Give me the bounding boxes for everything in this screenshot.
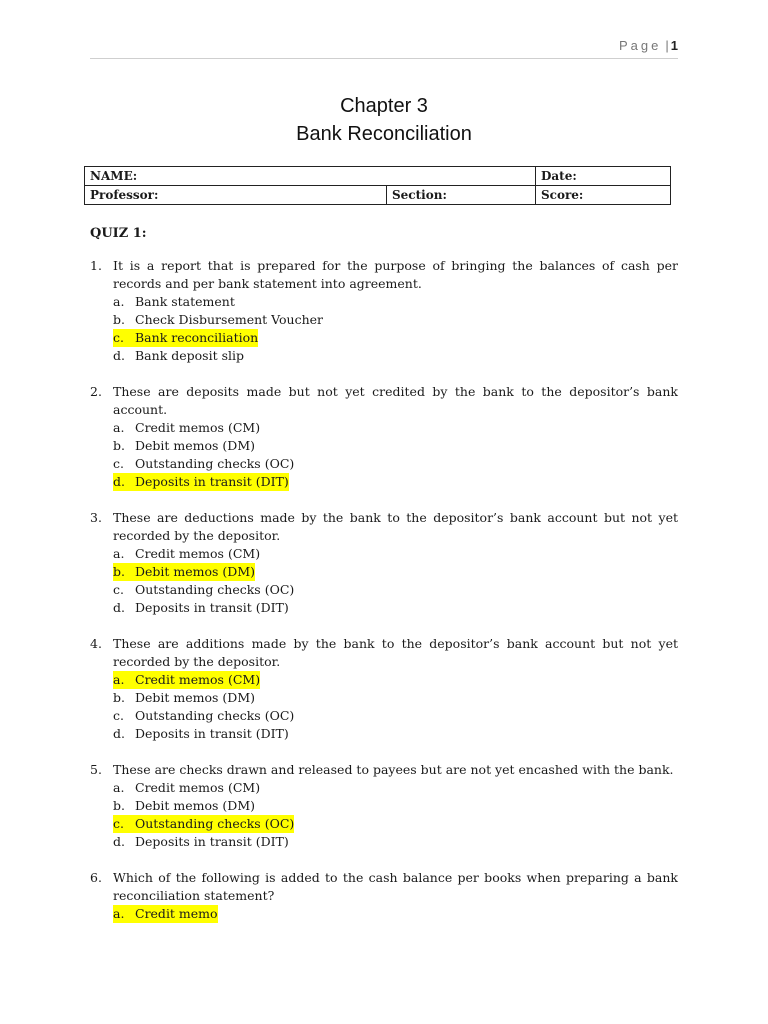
option-content [113, 779, 260, 797]
document-title [0, 92, 768, 148]
option-text: Debit memos (DM) [135, 690, 256, 705]
question-item [90, 257, 678, 365]
question-row [90, 257, 678, 293]
answer-option[interactable] [113, 563, 678, 581]
option-letter: d. [113, 474, 125, 489]
option-text: Deposits in transit (DIT) [135, 726, 289, 741]
date-field[interactable]: Date: [536, 167, 671, 186]
option-list [113, 419, 678, 491]
option-list [113, 905, 678, 923]
page-word: Page [619, 38, 662, 53]
option-text: Outstanding checks (OC) [135, 816, 295, 831]
highlighted-answer [113, 329, 258, 347]
page-number: 1 [670, 38, 678, 53]
question-text: These are checks drawn and released to payees but are not yet encashed with the bank. [113, 762, 674, 777]
question-item [90, 509, 678, 617]
highlighted-answer [113, 905, 218, 923]
option-letter: d. [113, 834, 125, 849]
option-text: Outstanding checks (OC) [135, 582, 295, 597]
option-text: Check Disbursement Voucher [135, 312, 324, 327]
option-content [113, 437, 255, 455]
answer-option[interactable] [113, 707, 678, 725]
option-text: Deposits in transit (DIT) [135, 600, 289, 615]
highlighted-answer [113, 473, 289, 491]
professor-field[interactable]: Professor: [85, 186, 387, 205]
option-letter: c. [113, 582, 124, 597]
score-field[interactable]: Score: [536, 186, 671, 205]
question-number: 2. [90, 384, 102, 399]
option-content [113, 293, 235, 311]
option-letter: b. [113, 312, 125, 327]
answer-option[interactable] [113, 473, 678, 491]
question-number: 5. [90, 762, 102, 777]
answer-option[interactable] [113, 455, 678, 473]
option-letter: a. [113, 294, 125, 309]
answer-option[interactable] [113, 437, 678, 455]
option-text: Outstanding checks (OC) [135, 456, 295, 471]
option-letter: b. [113, 564, 125, 579]
question-number: 3. [90, 510, 102, 525]
option-letter: d. [113, 600, 125, 615]
option-content [113, 689, 255, 707]
answer-option[interactable] [113, 347, 678, 365]
highlighted-answer [113, 671, 260, 689]
option-letter: a. [113, 420, 125, 435]
question-item [90, 635, 678, 743]
option-letter: a. [113, 672, 125, 687]
option-text: Bank deposit slip [135, 348, 244, 363]
answer-option[interactable] [113, 905, 678, 923]
answer-option[interactable] [113, 815, 678, 833]
option-content [113, 707, 294, 725]
answer-option[interactable] [113, 419, 678, 437]
info-row-1 [85, 167, 671, 186]
option-content [113, 725, 289, 743]
section-field[interactable]: Section: [387, 186, 536, 205]
option-list [113, 779, 678, 851]
option-text: Credit memo [135, 906, 218, 921]
question-text: These are additions made by the bank to the depositor’s bank account but not yet recorded by the depositor. [113, 636, 678, 669]
answer-option[interactable] [113, 311, 678, 329]
answer-option[interactable] [113, 599, 678, 617]
option-text: Bank reconciliation [135, 330, 259, 345]
option-text: Bank statement [135, 294, 235, 309]
option-text: Debit memos (DM) [135, 798, 256, 813]
header-rule [90, 58, 678, 59]
question-number: 6. [90, 870, 102, 885]
option-content [113, 419, 260, 437]
answer-option[interactable] [113, 833, 678, 851]
question-text: Which of the following is added to the cash balance per books when preparing a bank reconciliation statement? [113, 870, 678, 903]
option-letter: a. [113, 546, 125, 561]
question-text: It is a report that is prepared for the purpose of bringing the balances of cash per records and per bank statement into agreement. [113, 258, 678, 291]
option-text: Credit memos (CM) [135, 420, 261, 435]
highlighted-answer [113, 563, 255, 581]
page-header [619, 38, 678, 53]
option-text: Deposits in transit (DIT) [135, 834, 289, 849]
option-letter: a. [113, 906, 125, 921]
quiz-label: QUIZ 1: [90, 226, 147, 241]
option-list [113, 671, 678, 743]
option-letter: a. [113, 780, 125, 795]
highlighted-answer [113, 815, 294, 833]
option-letter: c. [113, 456, 124, 471]
option-letter: b. [113, 438, 125, 453]
option-letter: b. [113, 798, 125, 813]
question-row [90, 383, 678, 419]
answer-option[interactable] [113, 329, 678, 347]
option-list [113, 545, 678, 617]
chapter-subtitle: Bank Reconciliation [296, 123, 472, 145]
question-item [90, 761, 678, 851]
option-content [113, 599, 289, 617]
option-content [113, 455, 294, 473]
page-separator: | [665, 38, 669, 53]
question-row [90, 509, 678, 545]
option-content [113, 545, 260, 563]
answer-option[interactable] [113, 797, 678, 815]
answer-option[interactable] [113, 725, 678, 743]
option-content [113, 347, 244, 365]
answer-option[interactable] [113, 779, 678, 797]
question-text: These are deductions made by the bank to the depositor’s bank account but not yet recorded by the depositor. [113, 510, 678, 543]
option-letter: c. [113, 330, 124, 345]
question-row [90, 869, 678, 905]
option-text: Debit memos (DM) [135, 564, 256, 579]
answer-option[interactable] [113, 689, 678, 707]
name-field[interactable]: NAME: [85, 167, 536, 186]
option-letter: d. [113, 726, 125, 741]
question-text: These are deposits made but not yet credited by the bank to the depositor’s bank account. [113, 384, 678, 417]
option-content [113, 311, 323, 329]
answer-option[interactable] [113, 545, 678, 563]
option-list [113, 293, 678, 365]
option-letter: b. [113, 690, 125, 705]
question-item [90, 383, 678, 491]
option-letter: c. [113, 816, 124, 831]
option-text: Deposits in transit (DIT) [135, 474, 289, 489]
question-list [90, 257, 678, 941]
question-number: 1. [90, 258, 102, 273]
question-number: 4. [90, 636, 102, 651]
option-text: Credit memos (CM) [135, 780, 261, 795]
question-item [90, 869, 678, 923]
answer-option[interactable] [113, 293, 678, 311]
question-row [90, 761, 678, 779]
option-content [113, 581, 294, 599]
option-text: Credit memos (CM) [135, 672, 261, 687]
chapter-title: Chapter 3 [340, 95, 428, 117]
answer-option[interactable] [113, 671, 678, 689]
info-row-2 [85, 186, 671, 205]
option-letter: c. [113, 708, 124, 723]
option-text: Credit memos (CM) [135, 546, 261, 561]
option-text: Outstanding checks (OC) [135, 708, 295, 723]
option-content [113, 833, 289, 851]
option-letter: d. [113, 348, 125, 363]
option-content [113, 797, 255, 815]
student-info-table [84, 166, 671, 205]
answer-option[interactable] [113, 581, 678, 599]
question-row [90, 635, 678, 671]
option-text: Debit memos (DM) [135, 438, 256, 453]
